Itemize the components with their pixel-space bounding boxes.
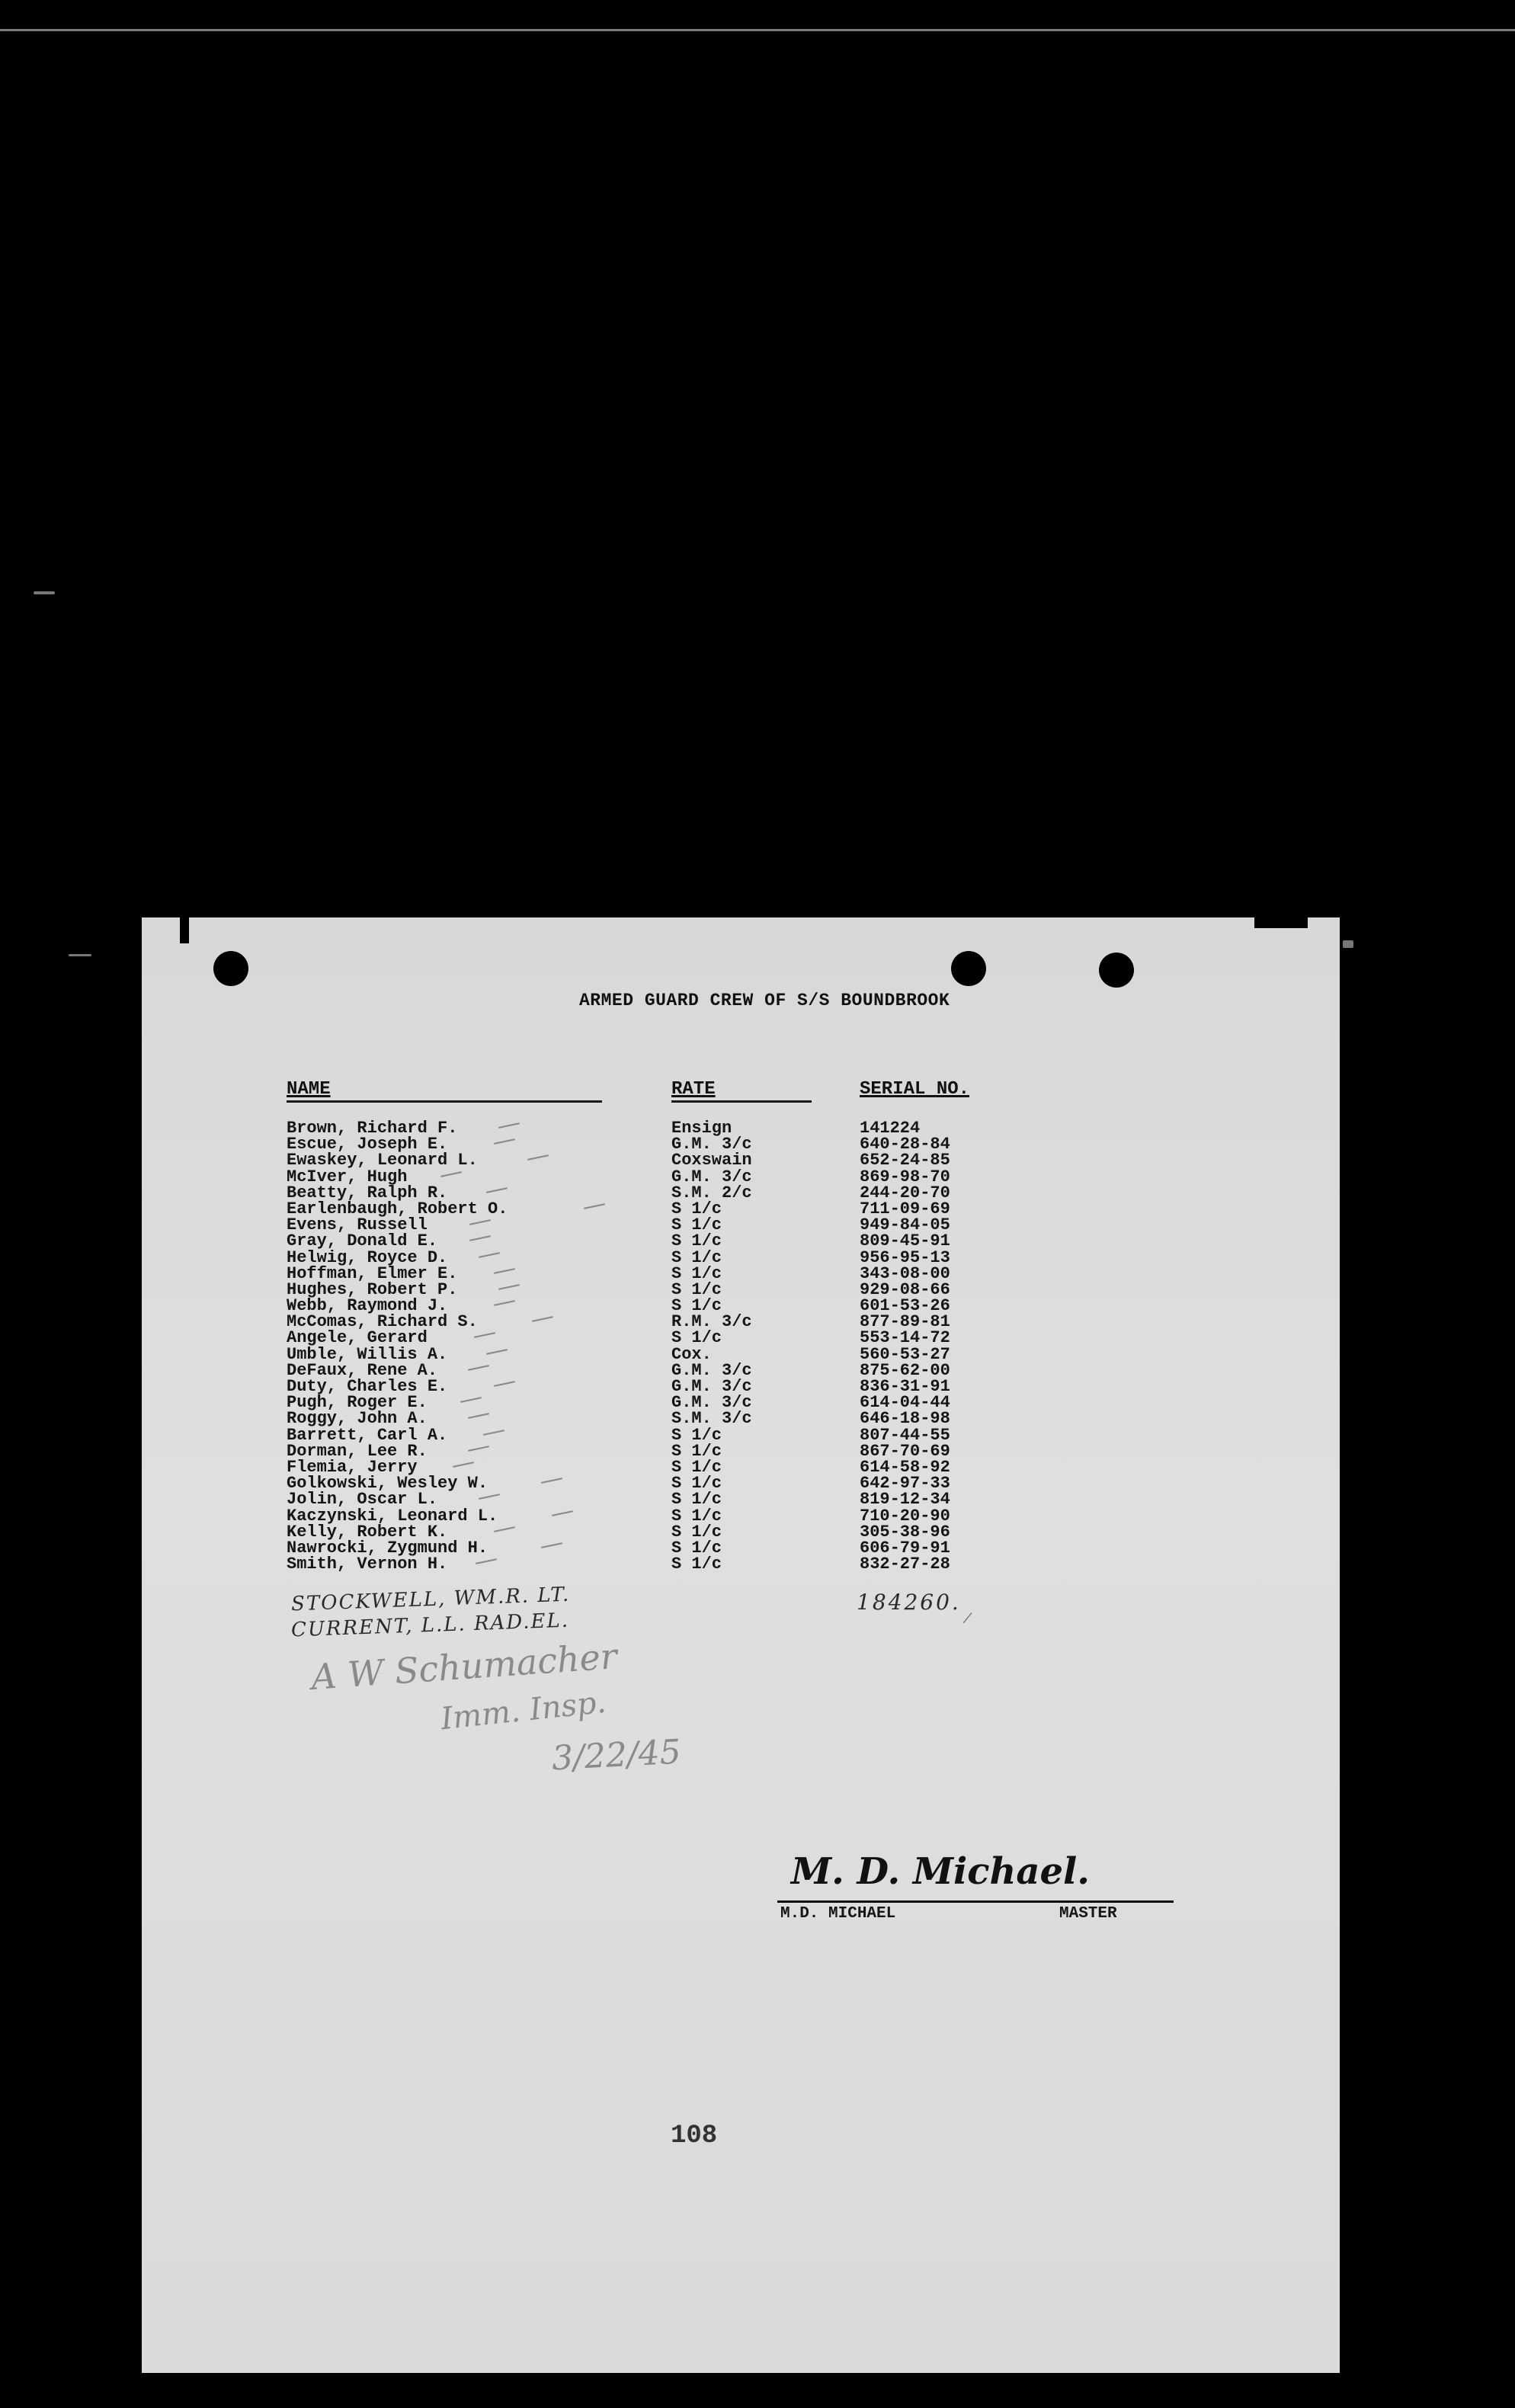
crew-serial: 614-58-92 (860, 1457, 950, 1477)
crew-serial: 836-31-91 (860, 1377, 950, 1396)
header-rate-label: RATE (671, 1079, 716, 1100)
crew-rate: Ensign (671, 1119, 732, 1138)
crew-serial: 956-95-13 (860, 1247, 950, 1267)
crew-rate: S 1/c (671, 1199, 722, 1218)
crew-rate: Cox. (671, 1344, 712, 1364)
crew-name: Ewaskey, Leonard L. (287, 1151, 478, 1170)
crew-rate: S 1/c (671, 1538, 722, 1558)
crew-name: Roggy, John A. (287, 1409, 428, 1429)
film-speck (69, 954, 91, 956)
crew-serial: 711-09-69 (860, 1199, 950, 1218)
crew-rate: G.M. 3/c (671, 1393, 752, 1413)
crew-name: Evens, Russell (287, 1215, 428, 1235)
check-mark (486, 1349, 508, 1355)
signature-line (777, 1900, 1174, 1903)
crew-rate: S.M. 2/c (671, 1183, 752, 1202)
crew-serial: 867-70-69 (860, 1441, 950, 1461)
master-name: M.D. MICHAEL (780, 1905, 896, 1923)
crew-serial: 553-14-72 (860, 1328, 950, 1348)
crew-name: Gray, Donald E. (287, 1231, 438, 1251)
check-mark (440, 1171, 462, 1177)
check-mark (486, 1187, 508, 1193)
crew-name: Duty, Charles E. (287, 1377, 448, 1396)
crew-name: Beatty, Ralph R. (287, 1183, 448, 1202)
crew-serial: 652-24-85 (860, 1151, 950, 1170)
binder-hole-right (1099, 953, 1134, 988)
check-mark (541, 1478, 562, 1484)
check-mark (469, 1219, 491, 1225)
crew-serial: 809-45-91 (860, 1231, 950, 1251)
document-page (142, 917, 1340, 2373)
check-mark (474, 1333, 495, 1339)
crew-serial: 929-08-66 (860, 1279, 950, 1299)
crew-rate: G.M. 3/c (671, 1360, 752, 1380)
crew-name: Kelly, Robert K. (287, 1522, 448, 1542)
crew-serial: 646-18-98 (860, 1409, 950, 1429)
page-number: 108 (671, 2121, 718, 2150)
crew-serial: 244-20-70 (860, 1183, 950, 1202)
crew-rate: S 1/c (671, 1457, 722, 1477)
crew-rate: S 1/c (671, 1215, 722, 1235)
crew-rate: S 1/c (671, 1441, 722, 1461)
crew-serial: 807-44-55 (860, 1425, 950, 1445)
crew-name: Kaczynski, Leonard L. (287, 1506, 498, 1526)
crew-rate: S 1/c (671, 1555, 722, 1574)
check-mark (532, 1316, 553, 1322)
crew-serial: 710-20-90 (860, 1506, 950, 1526)
film-speck (34, 591, 55, 594)
handwritten-entry-current: CURRENT, L.L. RAD.EL. (290, 1609, 570, 1642)
handwritten-ditto-mark: ⁄ (966, 1611, 969, 1627)
crew-name: McComas, Richard S. (287, 1312, 478, 1332)
crew-serial: 640-28-84 (860, 1135, 950, 1154)
header-name-rule (287, 1100, 602, 1103)
crew-name: Dorman, Lee R. (287, 1441, 428, 1461)
check-mark (494, 1300, 515, 1306)
inspector-signature: A W Schumacher (309, 1635, 619, 1698)
torn-corner-right (1254, 917, 1308, 928)
crew-name: Angele, Gerard (287, 1328, 428, 1348)
crew-name: Golkowski, Wesley W. (287, 1474, 488, 1494)
header-name-label: NAME (287, 1079, 331, 1100)
check-mark (498, 1122, 520, 1129)
crew-name: Hughes, Robert P. (287, 1279, 458, 1299)
crew-name: Jolin, Oscar L. (287, 1490, 438, 1510)
binder-hole-center (951, 951, 986, 986)
crew-serial: 606-79-91 (860, 1538, 950, 1558)
crew-name: Pugh, Roger E. (287, 1393, 428, 1413)
crew-serial: 642-97-33 (860, 1474, 950, 1494)
crew-serial: 819-12-34 (860, 1490, 950, 1510)
crew-serial: 869-98-70 (860, 1167, 950, 1186)
crew-serial: 141224 (860, 1119, 921, 1138)
crew-serial: 305-38-96 (860, 1522, 950, 1542)
document-title: ARMED GUARD CREW OF S/S BOUNDBROOK (579, 991, 950, 1010)
crew-name: Earlenbaugh, Robert O. (287, 1199, 508, 1218)
check-mark (468, 1446, 489, 1452)
check-mark (460, 1397, 482, 1403)
crew-rate: S 1/c (671, 1506, 722, 1526)
handwritten-serial: 184260. (857, 1590, 961, 1615)
master-signature: M. D. Michael. (791, 1850, 1090, 1893)
check-mark (552, 1510, 573, 1516)
binder-hole-left (213, 951, 248, 986)
crew-rate: S 1/c (671, 1279, 722, 1299)
microfilm-top-rule (0, 29, 1515, 31)
header-serial-label: SERIAL NO. (860, 1079, 970, 1100)
crew-rate: Coxswain (671, 1151, 752, 1170)
crew-name: Helwig, Royce D. (287, 1247, 448, 1267)
crew-rate: S 1/c (671, 1522, 722, 1542)
crew-rate: S 1/c (671, 1231, 722, 1251)
check-mark (494, 1138, 515, 1145)
header-name (287, 1079, 331, 1100)
check-mark (494, 1268, 515, 1274)
check-mark (527, 1154, 549, 1161)
crew-name: Umble, Willis A. (287, 1344, 448, 1364)
crew-serial: 560-53-27 (860, 1344, 950, 1364)
crew-serial: 832-27-28 (860, 1555, 950, 1574)
crew-rate: S.M. 3/c (671, 1409, 752, 1429)
check-mark (468, 1365, 489, 1371)
crew-name: Nawrocki, Zygmund H. (287, 1538, 488, 1558)
crew-rate: S 1/c (671, 1247, 722, 1267)
crew-name: Escue, Joseph E. (287, 1135, 448, 1154)
crew-name: Barrett, Carl A. (287, 1425, 448, 1445)
film-speck (1343, 940, 1353, 948)
check-mark (584, 1203, 605, 1209)
crew-rate: R.M. 3/c (671, 1312, 752, 1332)
crew-rate: S 1/c (671, 1328, 722, 1348)
torn-corner-left (180, 917, 189, 943)
crew-name: Flemia, Jerry (287, 1457, 418, 1477)
check-mark (494, 1526, 515, 1532)
check-mark (479, 1252, 500, 1258)
crew-rate: S 1/c (671, 1490, 722, 1510)
crew-rate: G.M. 3/c (671, 1167, 752, 1186)
crew-rate: S 1/c (671, 1474, 722, 1494)
crew-name: Smith, Vernon H. (287, 1555, 448, 1574)
inspector-title: Imm. Insp. (439, 1684, 608, 1737)
crew-rate: G.M. 3/c (671, 1135, 752, 1154)
crew-serial: 343-08-00 (860, 1263, 950, 1283)
check-mark (469, 1235, 491, 1241)
header-serial (860, 1079, 969, 1100)
crew-serial: 875-62-00 (860, 1360, 950, 1380)
crew-serial: 614-04-44 (860, 1393, 950, 1413)
crew-rate: S 1/c (671, 1425, 722, 1445)
check-mark (468, 1413, 489, 1419)
master-title: MASTER (1059, 1905, 1117, 1923)
crew-serial: 877-89-81 (860, 1312, 950, 1332)
handwritten-entry-stockwell: STOCKWELL, WM.R. LT. (290, 1583, 571, 1616)
crew-serial: 949-84-05 (860, 1215, 950, 1235)
crew-name: Hoffman, Elmer E. (287, 1263, 458, 1283)
crew-serial: 601-53-26 (860, 1296, 950, 1316)
check-mark (498, 1284, 520, 1290)
check-mark (479, 1494, 500, 1500)
crew-name: Brown, Richard F. (287, 1119, 458, 1138)
inspector-date: 3/22/45 (550, 1732, 682, 1779)
crew-name: McIver, Hugh (287, 1167, 408, 1186)
crew-name: Webb, Raymond J. (287, 1296, 448, 1316)
crew-rate: G.M. 3/c (671, 1377, 752, 1396)
header-rate (671, 1079, 716, 1100)
header-rate-rule (671, 1100, 812, 1103)
crew-rate: S 1/c (671, 1263, 722, 1283)
check-mark (494, 1381, 515, 1387)
crew-rate: S 1/c (671, 1296, 722, 1316)
crew-name: DeFaux, Rene A. (287, 1360, 438, 1380)
check-mark (483, 1430, 504, 1436)
check-mark (453, 1462, 474, 1468)
check-mark (541, 1542, 562, 1548)
check-mark (476, 1558, 497, 1564)
